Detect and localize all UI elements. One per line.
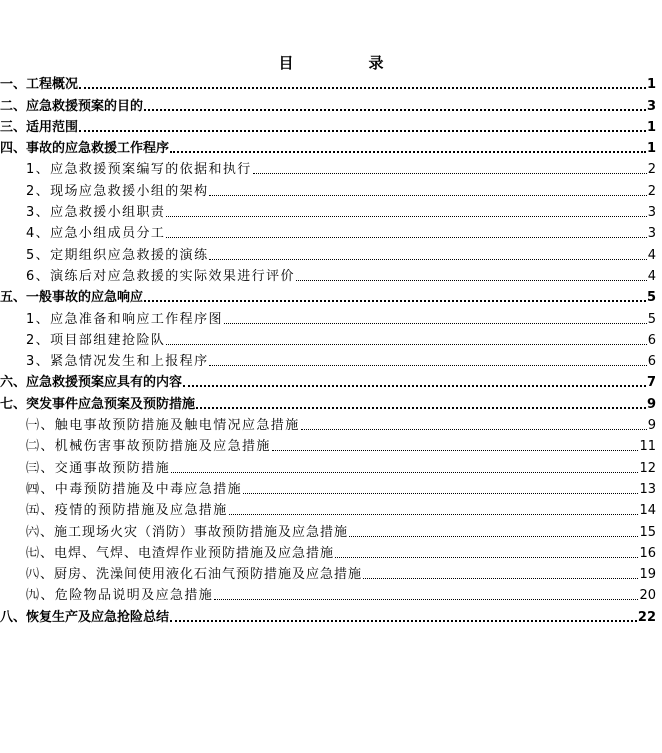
toc-entry[interactable]: [0, 242, 656, 263]
toc-entry-page-number: 22: [637, 609, 656, 625]
toc-entry[interactable]: [0, 477, 656, 498]
toc-dot-leader: [296, 280, 647, 281]
toc-entry-page-number: 6: [647, 354, 656, 370]
toc-entry-label: 2、现场应急救援小组的架构: [26, 183, 209, 199]
toc-entry-label: ㈥、施工现场火灾（消防）事故预防措施及应急措施: [26, 524, 349, 540]
toc-dot-leader: [170, 620, 637, 622]
toc-entry-page-number: 5: [647, 311, 656, 327]
toc-entry[interactable]: [0, 306, 656, 327]
toc-entry-page-number: 9: [647, 418, 656, 434]
toc-dot-leader: [209, 259, 646, 260]
toc-entry-page-number: 3: [646, 98, 656, 114]
toc-entry-label: 六、应急救援预案应具有的内容: [0, 375, 183, 391]
toc-entry-page-number: 12: [639, 460, 656, 476]
toc-dot-leader: [209, 365, 646, 366]
toc-entry-page-number: 3: [647, 226, 656, 242]
toc-entry[interactable]: [0, 157, 656, 178]
toc-dot-leader: [253, 173, 647, 174]
toc-entry-label: 一、工程概况: [0, 77, 79, 93]
toc-entry[interactable]: [0, 115, 656, 136]
toc-entry-page-number: 16: [639, 545, 656, 561]
toc-entry-page-number: 13: [639, 481, 656, 497]
toc-entry-label: 四、事故的应急救援工作程序: [0, 141, 170, 157]
toc-dot-leader: [214, 599, 638, 600]
toc-dot-leader: [183, 385, 646, 387]
toc-entry-page-number: 4: [647, 268, 656, 284]
toc-entry[interactable]: [0, 93, 656, 114]
toc-entry[interactable]: [0, 136, 656, 157]
toc-entry-label: 3、应急救援小组职责: [26, 205, 166, 221]
toc-dot-leader: [349, 536, 638, 537]
toc-entry-label: 七、突发事件应急预案及预防措施: [0, 396, 196, 412]
toc-entry-label: ㈤、疫情的预防措施及应急措施: [26, 503, 228, 519]
toc-entry[interactable]: [0, 604, 656, 625]
toc-entry-page-number: 3: [647, 205, 656, 221]
toc-entry-page-number: 11: [639, 439, 656, 455]
toc-entry[interactable]: [0, 541, 656, 562]
toc-entry-page-number: 14: [639, 503, 656, 519]
toc-dot-leader: [166, 237, 646, 238]
toc-entry[interactable]: [0, 178, 656, 199]
toc-entry-page-number: 19: [639, 567, 656, 583]
toc-entry-page-number: 1: [646, 77, 656, 93]
toc-entry[interactable]: [0, 498, 656, 519]
toc-dot-leader: [243, 493, 638, 494]
toc-dot-leader: [229, 514, 639, 515]
toc-entry-page-number: 5: [646, 290, 656, 306]
toc-entry-page-number: 6: [647, 332, 656, 348]
toc-entry-label: 八、恢复生产及应急抢险总结: [0, 609, 170, 625]
toc-entry[interactable]: [0, 349, 656, 370]
toc-entry-page-number: 1: [646, 141, 656, 157]
toc-entry[interactable]: [0, 72, 656, 93]
toc-entry-label: 1、应急准备和响应工作程序图: [26, 311, 223, 327]
toc-entry[interactable]: [0, 221, 656, 242]
toc-entry[interactable]: [0, 285, 656, 306]
toc-dot-leader: [166, 344, 646, 345]
toc-entry[interactable]: [0, 455, 656, 476]
toc-entry-page-number: 4: [647, 247, 656, 263]
toc-dot-leader: [79, 130, 646, 132]
toc-dot-leader: [363, 578, 638, 579]
toc-dot-leader: [224, 323, 647, 324]
toc-entry-label: ㈣、中毒预防措施及中毒应急措施: [26, 481, 243, 497]
toc-entry-page-number: 2: [647, 183, 656, 199]
toc-entry-label: ㈦、电焊、气焊、电渣焊作业预防措施及应急措施: [26, 545, 335, 561]
toc-entry-label: ㈢、交通事故预防措施: [26, 460, 171, 476]
toc-entry-label: 5、定期组织应急救援的演练: [26, 247, 209, 263]
toc-dot-leader: [301, 429, 647, 430]
toc-title: 目 录: [278, 54, 414, 72]
toc-entry-label: ㈠、触电事故预防措施及触电情况应急措施: [26, 418, 300, 434]
toc-dot-leader: [79, 87, 646, 89]
toc-entry-label: 2、项目部组建抢险队: [26, 332, 166, 348]
toc-dot-leader: [144, 109, 646, 111]
toc-dot-leader: [272, 450, 639, 451]
toc-entry[interactable]: [0, 370, 656, 391]
toc-entry-page-number: 20: [639, 588, 656, 604]
toc-list: [0, 72, 656, 626]
toc-entry[interactable]: [0, 519, 656, 540]
toc-dot-leader: [166, 216, 646, 217]
toc-entry-label: 三、适用范围: [0, 119, 79, 135]
toc-entry-label: 3、紧急情况发生和上报程序: [26, 354, 209, 370]
toc-entry-label: 4、应急小组成员分工: [26, 226, 166, 242]
toc-dot-leader: [209, 195, 646, 196]
toc-dot-leader: [144, 300, 646, 302]
toc-entry[interactable]: [0, 434, 656, 455]
toc-dot-leader: [171, 472, 638, 473]
toc-dot-leader: [335, 557, 638, 558]
toc-entry-label: ㈧、厨房、洗澡间使用液化石油气预防措施及应急措施: [26, 567, 363, 583]
toc-entry-label: 1、应急救援预案编写的依据和执行: [26, 162, 252, 178]
toc-entry[interactable]: [0, 200, 656, 221]
toc-entry[interactable]: [0, 413, 656, 434]
toc-entry[interactable]: [0, 264, 656, 285]
toc-entry-page-number: 9: [646, 396, 656, 412]
toc-dot-leader: [196, 407, 646, 409]
toc-entry-label: 二、应急救援预案的目的: [0, 98, 144, 114]
toc-entry[interactable]: [0, 328, 656, 349]
toc-entry-page-number: 1: [646, 119, 656, 135]
toc-entry[interactable]: [0, 583, 656, 604]
toc-entry-page-number: 15: [639, 524, 656, 540]
toc-entry-label: ㈡、机械伤害事故预防措施及应急措施: [26, 439, 271, 455]
toc-entry-label: 五、一般事故的应急响应: [0, 290, 144, 306]
toc-entry-label: 6、演练后对应急救援的实际效果进行评价: [26, 268, 295, 284]
toc-entry-page-number: 2: [647, 162, 656, 178]
toc-entry[interactable]: [0, 391, 656, 412]
toc-entry[interactable]: [0, 562, 656, 583]
toc-entry-page-number: 7: [646, 375, 656, 391]
toc-entry-label: ㈨、危险物品说明及应急措施: [26, 588, 214, 604]
toc-dot-leader: [170, 151, 646, 153]
